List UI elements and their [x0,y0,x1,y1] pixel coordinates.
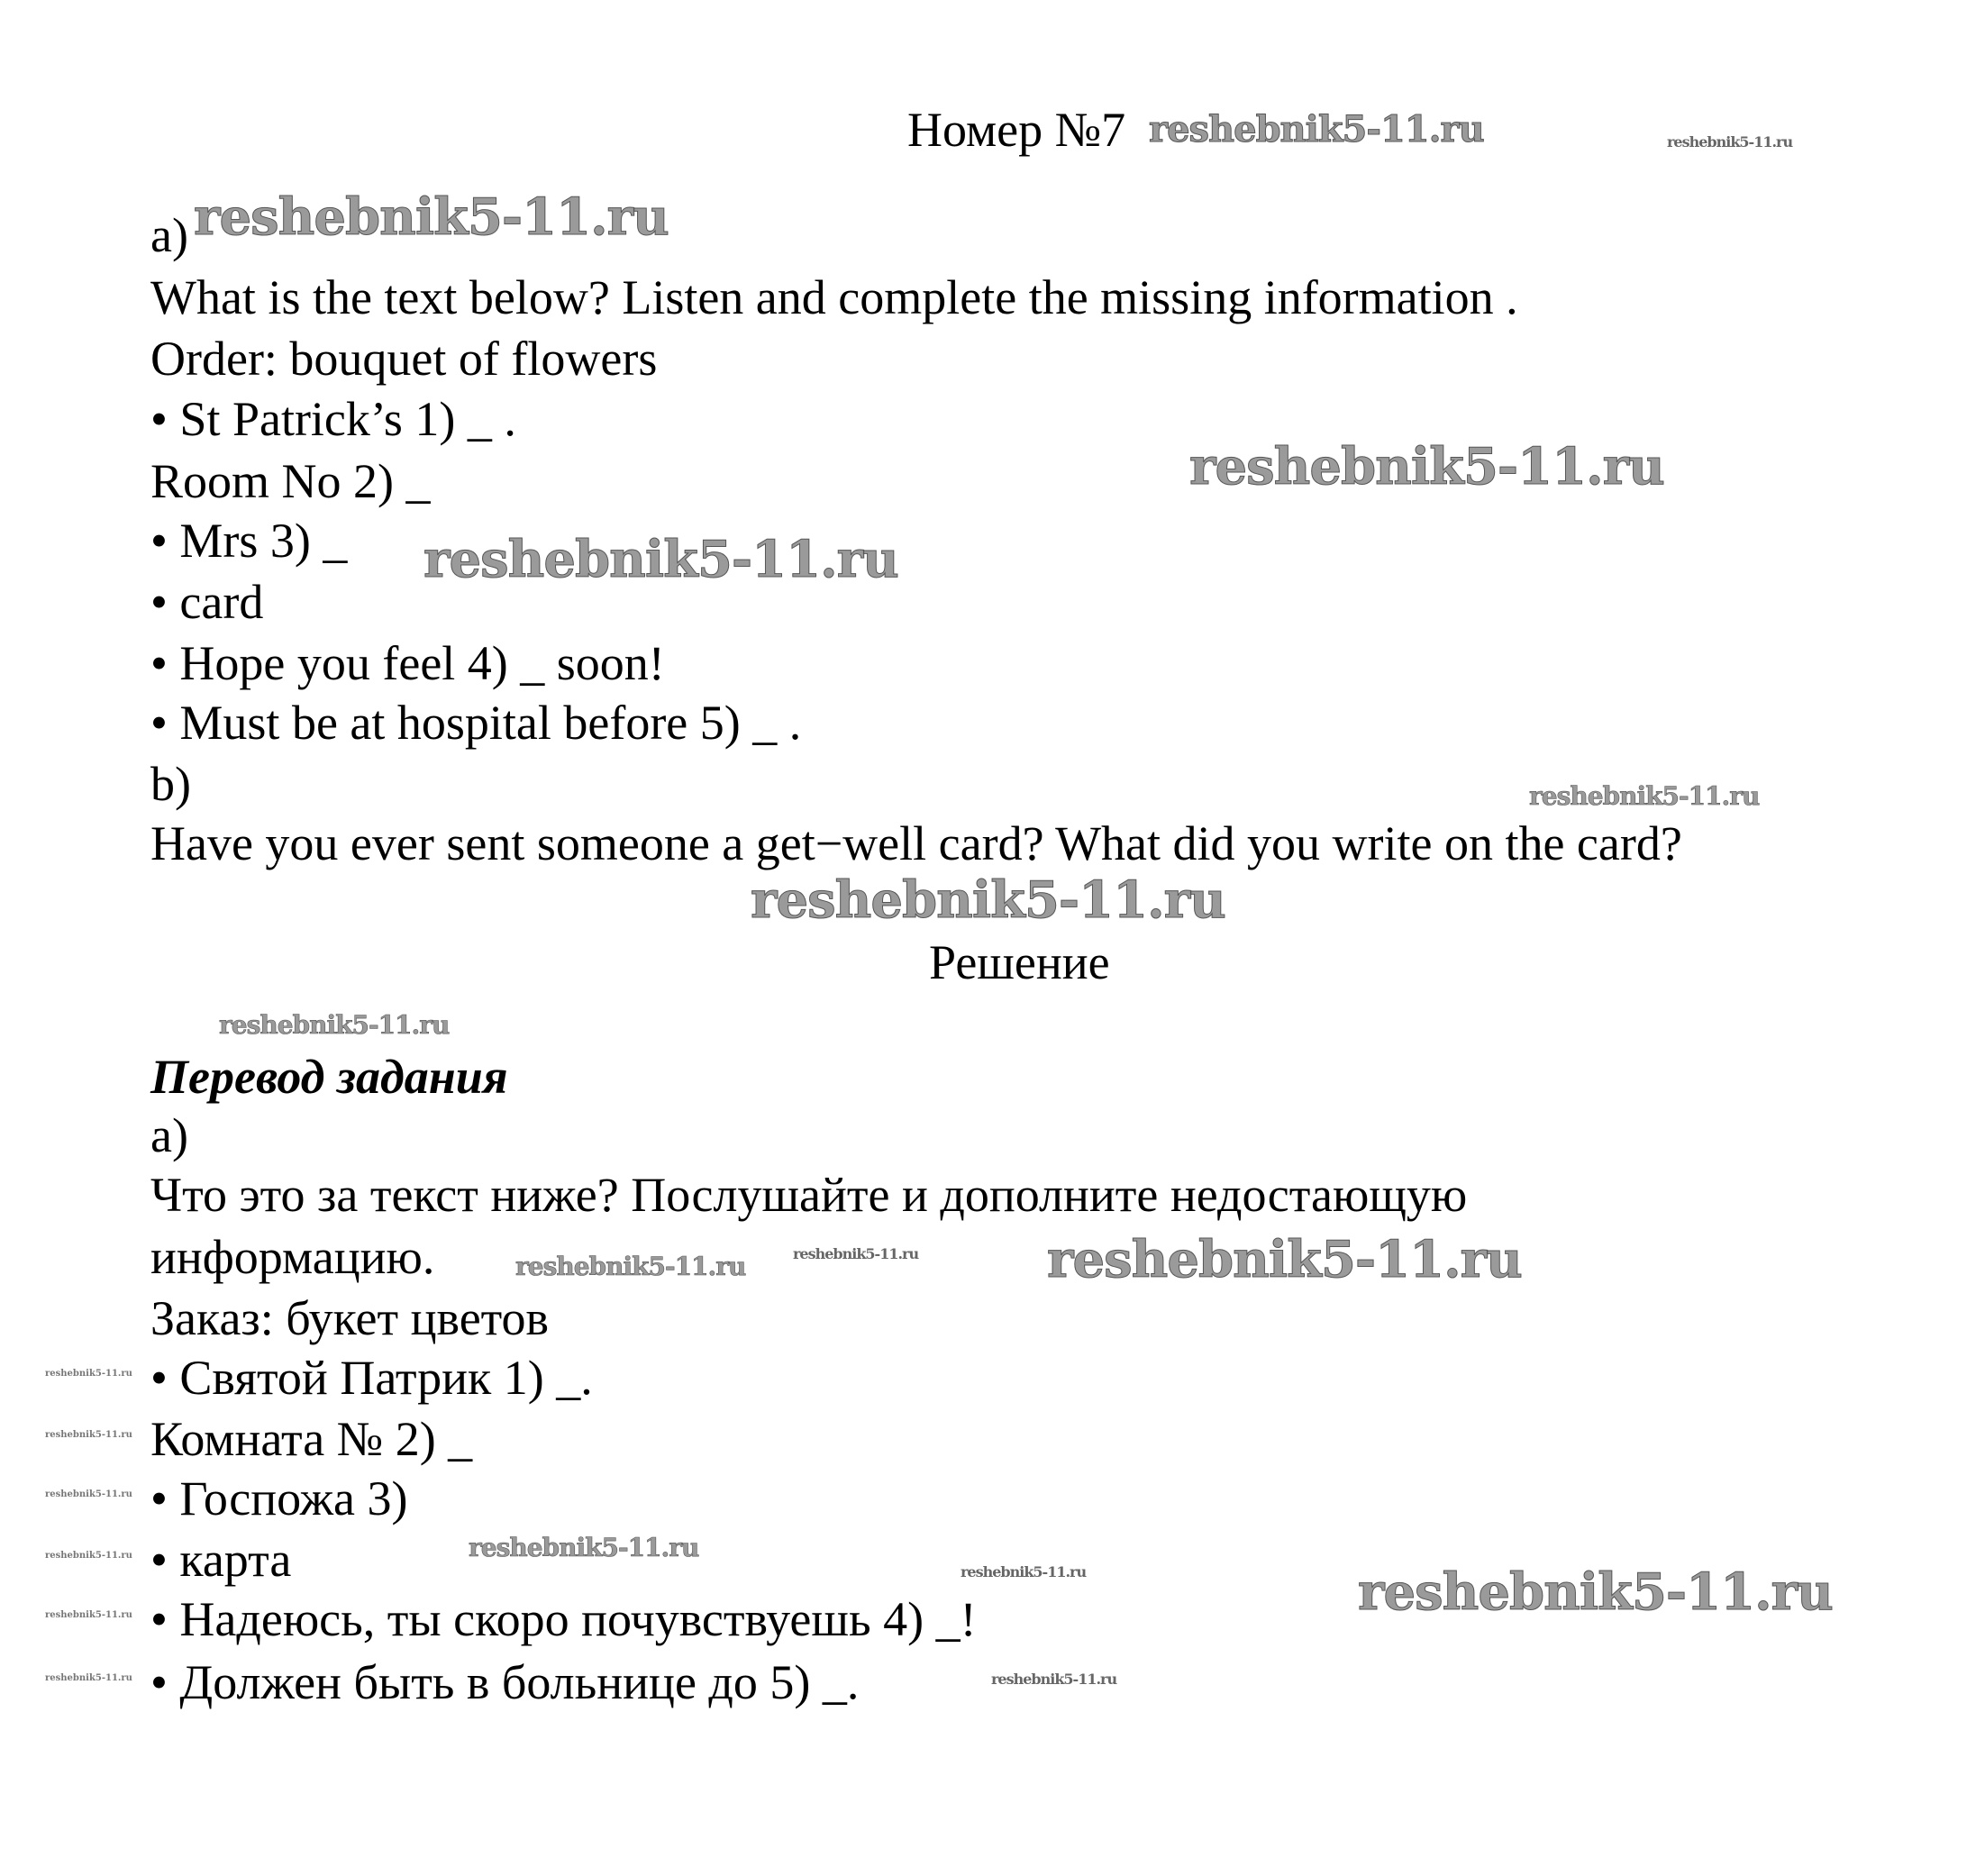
part-b-label: b) [150,757,191,811]
task-line: • Mrs 3) _ [150,514,348,568]
watermark: reshebnik5-11.ru [45,1673,132,1683]
translation-line: • карта [150,1533,292,1587]
watermark: reshebnik5-11.ru [45,1369,132,1379]
translation-line: • Должен быть в больнице до 5) _. [150,1655,860,1709]
watermark: reshebnik5-11.ru [751,870,1225,930]
task-line: • card [150,575,264,629]
translation-line: • Святой Патрик 1) _. [150,1351,593,1405]
task-instruction: What is the text below? Listen and complete the missing information . [150,270,1518,324]
watermark: reshebnik5-11.ru [45,1430,132,1440]
watermark: reshebnik5-11.ru [1189,437,1664,496]
translation-part-a-label: а) [150,1108,188,1162]
translation-line: • Госпожа 3) [150,1471,408,1525]
task-line: Order: bouquet of flowers [150,332,658,386]
watermark: reshebnik5-11.ru [793,1245,919,1262]
watermark: reshebnik5-11.ru [469,1533,699,1562]
task-line: Room No 2) _ [150,454,431,508]
watermark: reshebnik5-11.ru [515,1252,746,1281]
watermark: reshebnik5-11.ru [45,1551,132,1561]
solution-heading: Решение [929,935,1110,989]
watermark: reshebnik5-11.ru [1149,108,1484,150]
watermark: reshebnik5-11.ru [1667,133,1793,150]
page-title: Номер №7 [907,103,1126,157]
part-a-label: a) [150,208,188,262]
watermark: reshebnik5-11.ru [194,187,669,247]
watermark: reshebnik5-11.ru [961,1563,1087,1580]
translation-line: Заказ: букет цветов [150,1291,550,1345]
translation-instruction: Что это за текст ниже? Послушайте и дополните недостающую [150,1168,1468,1222]
watermark: reshebnik5-11.ru [1529,781,1760,811]
translation-instruction-cont: информацию. [150,1230,435,1284]
watermark: reshebnik5-11.ru [219,1010,450,1040]
translation-line: Комната № 2) _ [150,1412,473,1466]
watermark: reshebnik5-11.ru [423,530,898,589]
watermark: reshebnik5-11.ru [45,1610,132,1620]
part-b-question: Have you ever sent someone a get−well card? What did you write on the card? [150,816,1682,870]
watermark: reshebnik5-11.ru [45,1489,132,1499]
translation-heading: Перевод задания [150,1050,508,1104]
watermark: reshebnik5-11.ru [991,1671,1117,1688]
task-line: • St Patrick’s 1) _ . [150,392,516,446]
task-line: • Must be at hospital before 5) _ . [150,696,802,750]
task-line: • Hope you feel 4) _ soon! [150,636,665,690]
watermark: reshebnik5-11.ru [1047,1230,1522,1289]
translation-line: • Надеюсь, ты скоро почувствуешь 4) _! [150,1592,977,1646]
watermark: reshebnik5-11.ru [1358,1562,1833,1622]
